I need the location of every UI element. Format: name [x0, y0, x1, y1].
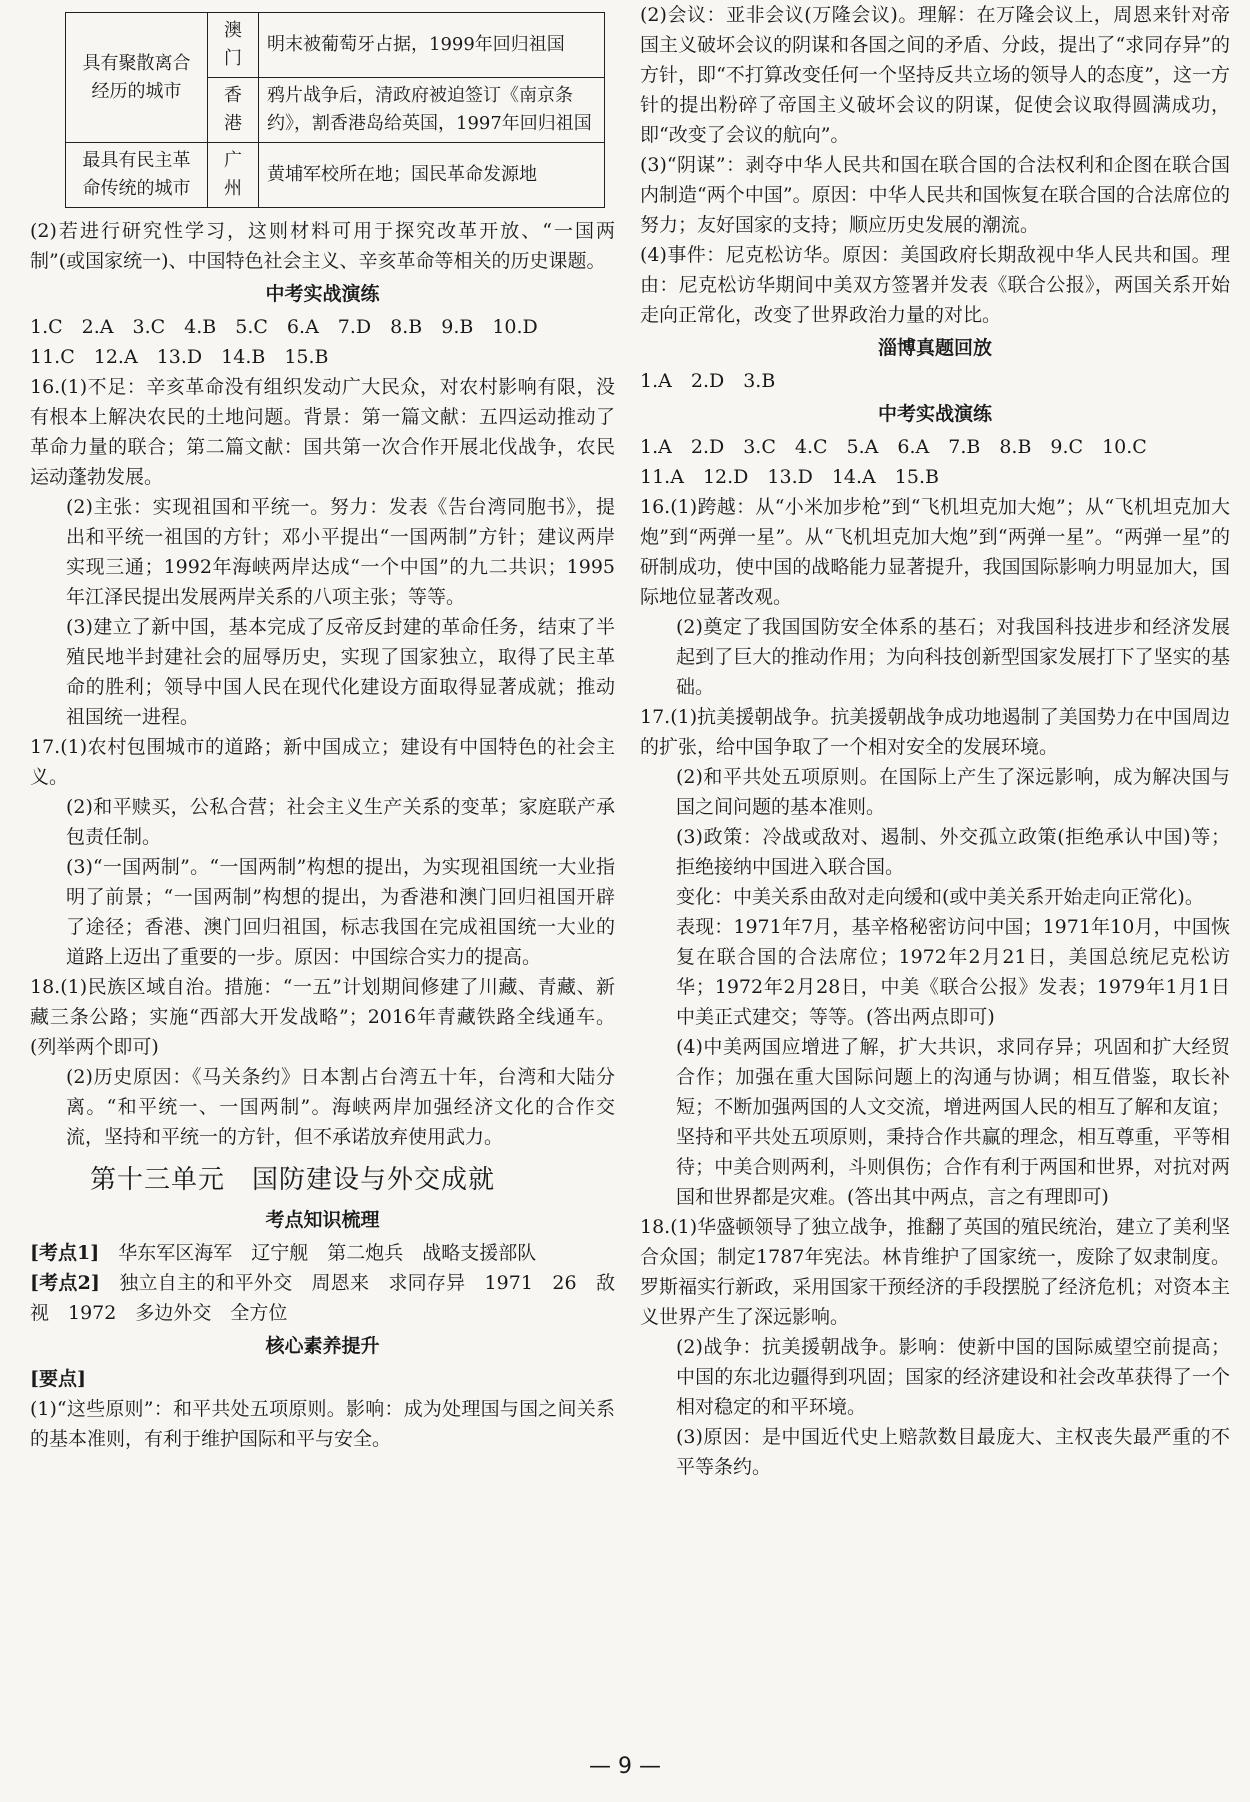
paragraph: (3)政策：冷战或敌对、遏制、外交孤立政策(拒绝承认中国)等；拒绝接纳中国进入联合国。 — [676, 826, 1230, 878]
tag: [考点2] — [30, 1272, 100, 1294]
kp-text: 华东军区海军 辽宁舰 第二炮兵 战略支援部队 — [118, 1242, 537, 1264]
paragraph: 变化：中美关系由敌对走向缓和(或中美关系开始走向正常化)。 — [676, 886, 1204, 908]
paragraph: (3)“阴谋”：剥夺中华人民共和国在联合国的合法权利和企图在联合国内制造“两个中国”。原因：中华人民共和国恢复在联合国的合法席位的努力；友好国家的支持；顺应历史发展的潮流。 — [640, 154, 1230, 236]
paragraph: (2)主张：实现祖国和平统一。努力：发表《告台湾同胞书》，提出和平统一祖国的方针；邓小平提出“一国两制”方针；建议两岸实现三通；1992年海峡两岸达成“一个中国”的九二共识；1995年江泽民提出发展两岸关系的八项主张；等等。 — [66, 496, 615, 608]
table-cell: 最具有民主革命传统的城市 — [66, 143, 208, 208]
paragraph: (3)“一国两制”。“一国两制”构想的提出，为实现祖国统一大业指明了前景；“一国两制”构想的提出，为香港和澳门回归祖国开辟了途径；香港、澳门回归祖国，标志我国在完成祖国统一大业的道路上迈出了重要的一步。原因：中国综合实力的提高。 — [66, 856, 615, 968]
paragraph: (2)历史原因：《马关条约》日本割占台湾五十年，台湾和大陆分离。“和平统一、一国两制”。海峡两岸加强经济文化的合作交流，坚持和平统一的方针，但不承诺放弃使用武力。 — [66, 1066, 615, 1148]
section-heading: 中考实战演练 — [265, 283, 380, 305]
answer-line: 11.C 12.A 13.D 14.B 15.B — [30, 346, 329, 368]
paragraph: (2)奠定了我国国防安全体系的基石；对我国科技进步和经济发展起到了巨大的推动作用；为向科技创新型国家发展打下了坚实的基础。 — [676, 616, 1230, 698]
paragraph: (2)会议：亚非会议(万隆会议)。理解：在万隆会议上，周恩来针对帝国主义破坏会议的阴谋和各国之间的矛盾、分歧，提出了“求同存异”的方针，即“不打算改变任何一个坚持反共立场的领导人的态度”，这一方针的提出粉碎了帝国主义破坏会议的阴谋，促使会议取得圆满成功，即“改变了会议的航向”。 — [640, 4, 1230, 146]
table-cell: 黄埔军校所在地；国民革命发源地 — [259, 143, 605, 208]
paragraph: (2)和平赎买，公私合营；社会主义生产关系的变革；家庭联产承包责任制。 — [66, 796, 615, 848]
unit-title: 第十三单元 国防建设与外交成就 — [90, 1165, 496, 1195]
table-row — [66, 13, 605, 78]
knowledge-point — [30, 1268, 615, 1328]
knowledge-point — [30, 1238, 615, 1268]
paragraph: (3)原因：是中国近代史上赔款数目最庞大、主权丧失最严重的不平等条约。 — [676, 1426, 1230, 1478]
section-heading: 淄博真题回放 — [877, 337, 992, 359]
paragraph: 18.(1)华盛顿领导了独立战争，推翻了英国的殖民统治，建立了美利坚合众国；制定1787年宪法。林肯维护了国家统一，废除了奴隶制度。罗斯福实行新政，采用国家干预经济的手段摆脱了经济危机；对资本主义世界产生了深远影响。 — [640, 1216, 1230, 1328]
paragraph: (1)“这些原则”：和平共处五项原则。影响：成为处理国与国之间关系的基本准则，有利于维护国际和平与安全。 — [30, 1398, 615, 1450]
section-heading: 中考实战演练 — [877, 403, 992, 425]
table-cell: 澳门 — [208, 13, 259, 78]
paragraph: 表现：1971年7月，基辛格秘密访问中国；1971年10月，中国恢复在联合国的合法席位；1972年2月21日，美国总统尼克松访华；1972年2月28日，中美《联合公报》发表；1979年1月1日中美正式建交；等等。(答出两点即可) — [676, 916, 1230, 1028]
table-row — [66, 143, 605, 208]
paragraph: (3)建立了新中国，基本完成了反帝反封建的革命任务，结束了半殖民地半封建社会的屈辱历史，实现了国家独立，取得了民主革命的胜利；领导中国人民在现代化建设方面取得显著成就；推动祖国统一进程。 — [66, 616, 615, 728]
paragraph: (2)战争：抗美援朝战争。影响：使新中国的国际威望空前提高；中国的东北边疆得到巩固；国家的经济建设和社会改革获得了一个相对稳定的和平环境。 — [676, 1336, 1230, 1418]
section-heading: 核心素养提升 — [265, 1335, 380, 1357]
table-cell: 香港 — [208, 78, 259, 143]
section-heading: 考点知识梳理 — [265, 1209, 380, 1231]
answer-line: 11.A 12.D 13.D 14.A 15.B — [640, 466, 939, 488]
tag: [要点] — [30, 1368, 86, 1390]
tag: [考点1] — [30, 1242, 100, 1264]
answer-line: 1.A 2.D 3.B — [640, 370, 776, 392]
right-column — [640, 0, 1230, 1482]
paragraph: 17.(1)农村包围城市的道路；新中国成立；建设有中国特色的社会主义。 — [30, 736, 615, 788]
paragraph: (4)中美两国应增进了解，扩大共识，求同存异；巩固和扩大经贸合作；加强在重大国际问题上的沟通与协调；相互借鉴，取长补短；不断加强两国的人文交流，增进两国人民的相互了解和友谊；坚持和平共处五项原则，秉持合作共赢的理念，相互尊重，平等相待；中美合则两利，斗则俱伤；合作有利于两国和世界，对抗对两国和世界都是灾难。(答出其中两点，言之有理即可) — [676, 1036, 1230, 1208]
page-number: — 9 — — [589, 1754, 661, 1779]
table-cell: 鸦片战争后，清政府被迫签订《南京条约》，割香港岛给英国，1997年回归祖国 — [259, 78, 605, 143]
paragraph: 16.(1)跨越：从“小米加步枪”到“飞机坦克加大炮”；从“飞机坦克加大炮”到“两弹一星”。从“飞机坦克加大炮”到“两弹一星”。“两弹一星”的研制成功，使中国的战略能力显著提升，我国国际影响力明显加大，国际地位显著改观。 — [640, 496, 1230, 608]
answer-line: 1.A 2.D 3.C 4.C 5.A 6.A 7.B 8.B 9.C 10.C — [640, 436, 1147, 458]
table-cell: 明末被葡萄牙占据，1999年回归祖国 — [259, 13, 605, 78]
table-cell: 具有聚散离合经历的城市 — [66, 13, 208, 143]
kp-text: 独立自主的和平外交 周恩来 求同存异 1971 26 敌视 1972 多边外交 全方位 — [30, 1272, 615, 1324]
table-cell: 广州 — [208, 143, 259, 208]
answer-line: 1.C 2.A 3.C 4.B 5.C 6.A 7.D 8.B 9.B 10.D — [30, 316, 538, 338]
paragraph: 17.(1)抗美援朝战争。抗美援朝战争成功地遏制了美国势力在中国周边的扩张，给中国争取了一个相对安全的发展环境。 — [640, 706, 1230, 758]
paragraph: (4)事件：尼克松访华。原因：美国政府长期敌视中华人民共和国。理由：尼克松访华期间中美双方签署并发表《联合公报》，两国关系开始走向正常化，改变了世界政治力量的对比。 — [640, 244, 1230, 326]
paragraph: 18.(1)民族区域自治。措施：“一五”计划期间修建了川藏、青藏、新藏三条公路；实施“西部大开发战略”；2016年青藏铁路全线通车。(列举两个即可) — [30, 976, 615, 1058]
paragraph: (2)和平共处五项原则。在国际上产生了深远影响，成为解决国与国之间问题的基本准则。 — [676, 766, 1230, 818]
city-table — [65, 12, 605, 208]
left-column — [30, 0, 615, 1454]
paragraph: 16.(1)不足：辛亥革命没有组织发动广大民众，对农村影响有限，没有根本上解决农民的土地问题。背景：第一篇文献：五四运动推动了革命力量的联合；第二篇文献：国共第一次合作开展北伐战争，农民运动蓬勃发展。 — [30, 376, 615, 488]
paragraph: (2)若进行研究性学习，这则材料可用于探究改革开放、“一国两制”(或国家统一)、中国特色社会主义、辛亥革命等相关的历史课题。 — [30, 220, 615, 272]
